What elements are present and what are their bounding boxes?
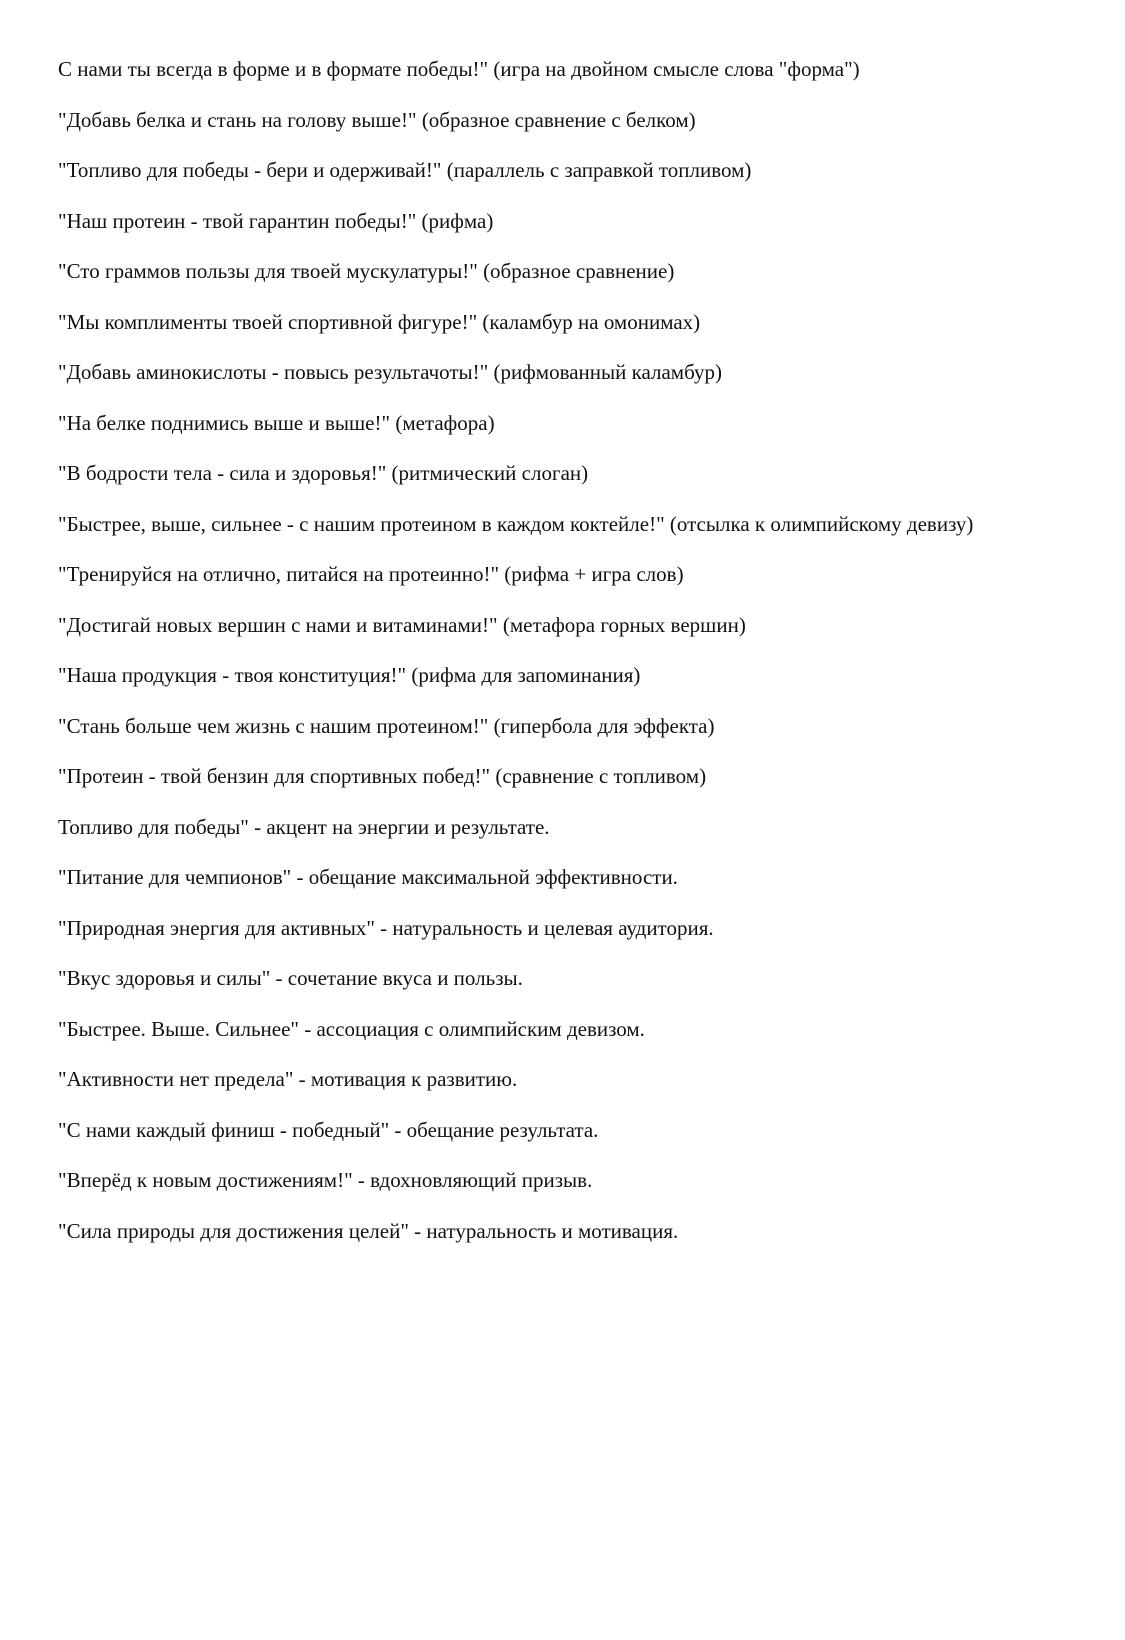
text-line: "Стань больше чем жизнь с нашим протеином!" (гипербола для эффекта) — [58, 713, 715, 738]
text-line: "Быстрее. Выше. Сильнее" - ассоциация с олимпийским девизом. — [58, 1016, 645, 1041]
text-line: "Сто граммов пользы для твоей мускулатуры!" (образное сравнение) — [58, 259, 675, 283]
text-line: "Добавь белка и стань на голову выше!" (образное сравнение с белком) — [58, 107, 696, 132]
text-line: "В бодрости тела - сила и здоровья!" (ритмический слоган) — [58, 461, 589, 485]
text-line: "Природная энергия для активных" - натуральность и целевая аудитория. — [58, 915, 714, 940]
text-line: "Наша продукция - твоя конституция!" (рифма для запоминания) — [58, 663, 641, 687]
text-line: "Вперёд к новым достижениям!" - вдохновляющий призыв. — [58, 1168, 593, 1192]
text-line: С нами ты всегда в форме и в формате победы!" (игра на двойном смысле слова "форма") — [58, 57, 860, 81]
text-line: "Достигай новых вершин с нами и витаминами!" (метафора горных вершин) — [58, 612, 746, 637]
text-line: "Сила природы для достижения целей" - натуральность и мотивация. — [58, 1218, 679, 1243]
text-line: "На белке поднимись выше и выше!" (метафора) — [58, 410, 495, 435]
text-line: "Вкус здоровья и силы" - сочетание вкуса и пользы. — [58, 966, 523, 990]
text-line: "Топливо для победы - бери и одерживай!" (параллель с заправкой топливом) — [58, 158, 752, 182]
text-line: "С нами каждый финиш - победный" - обещание результата. — [58, 1117, 599, 1142]
text-line: "Протеин - твой бензин для спортивных побед!" (сравнение с топливом) — [58, 764, 707, 788]
text-line: "Питание для чемпионов" - обещание максимальной эффективности. — [58, 865, 678, 889]
text-line: "Тренируйся на отлично, питайся на протеинно!" (рифма + игра слов) — [58, 562, 684, 586]
text-line: Топливо для победы" - акцент на энергии и результате. — [58, 814, 550, 839]
text-line: "Добавь аминокислоты - повысь результачоты!" (рифмованный каламбур) — [58, 360, 722, 384]
text-line: "Мы комплименты твоей спортивной фигуре!" (каламбур на омонимах) — [58, 309, 701, 334]
text-line: "Быстрее, выше, сильнее - с нашим протеином в каждом коктейле!" (отсылка к олимпийскому девизу) — [58, 511, 974, 536]
slogan-list — [58, 54, 1088, 1266]
text-line: "Наш протеин - твой гарантин победы!" (рифма) — [58, 208, 494, 233]
text-line: "Активности нет предела" - мотивация к развитию. — [58, 1067, 518, 1091]
